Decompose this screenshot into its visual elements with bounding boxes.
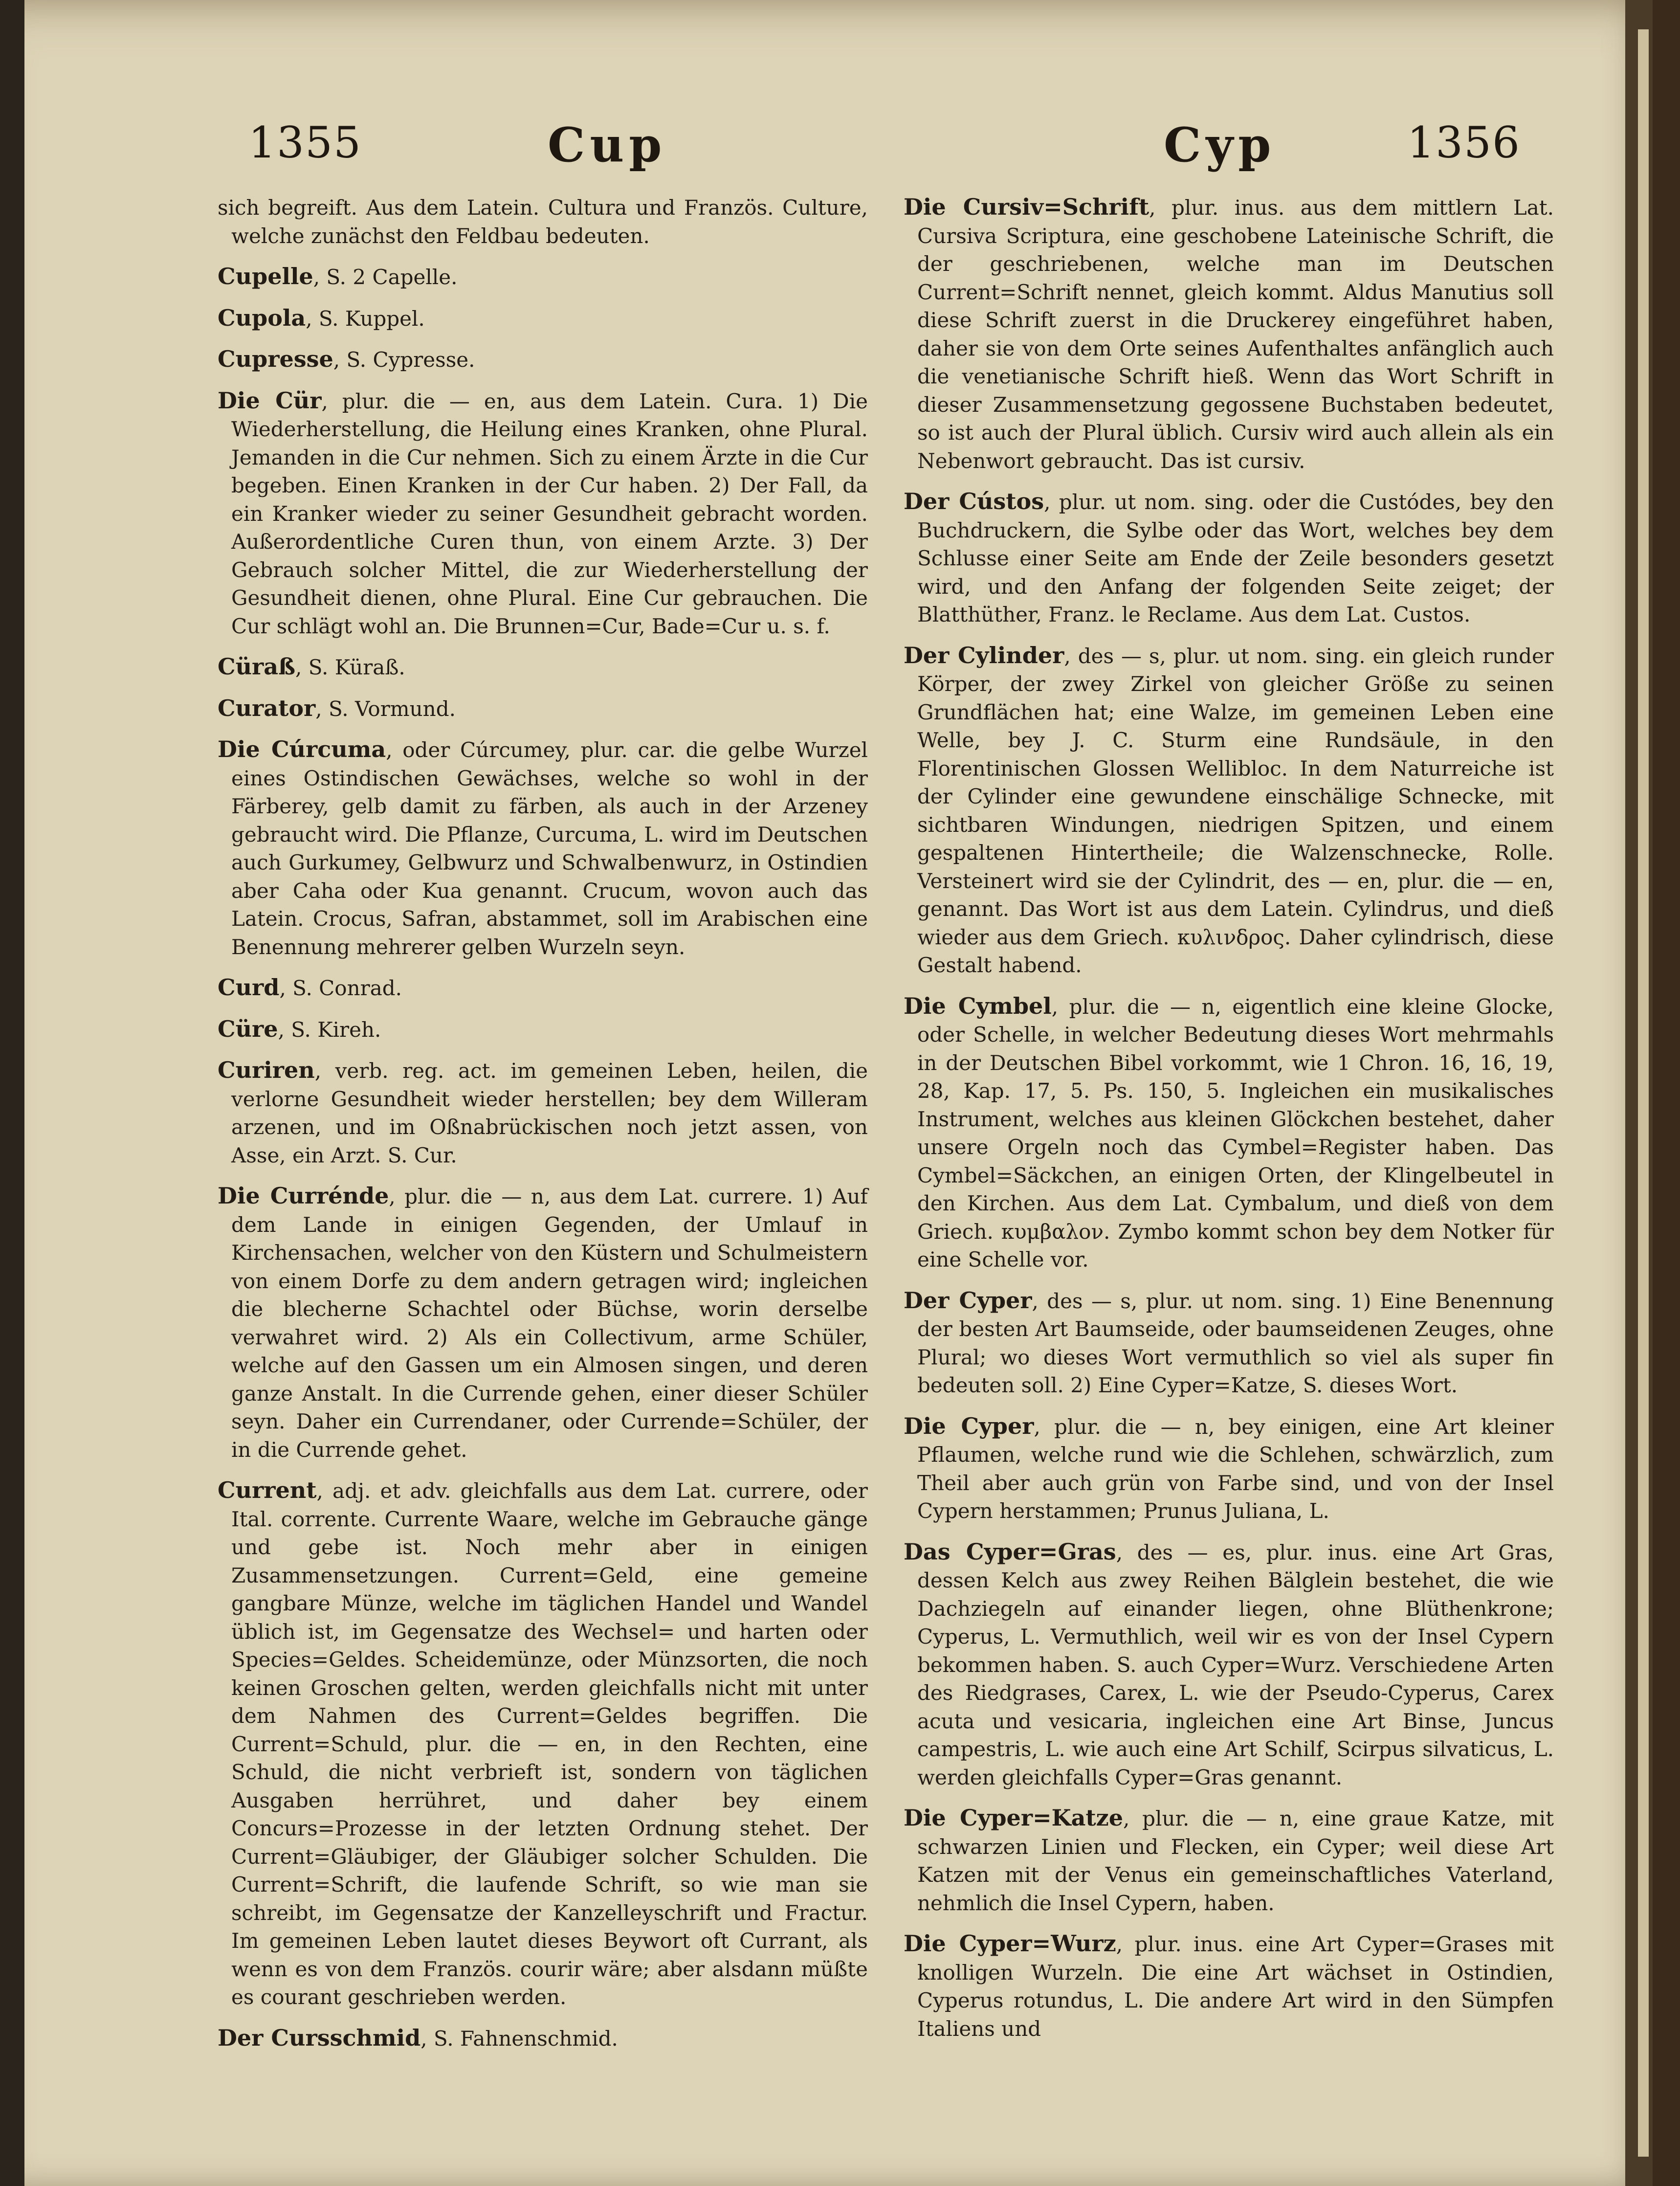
entry-text: , S. Fahnenschmid. xyxy=(420,2026,618,2051)
dictionary-entry xyxy=(218,653,868,682)
right-running-head: Cyp xyxy=(1164,117,1276,173)
entry-lemma: Curator xyxy=(218,694,316,721)
entry-lemma: Die Cursiv=Schrift xyxy=(904,194,1149,220)
entry-lemma: Die Cür xyxy=(218,387,322,414)
right-column xyxy=(904,193,1554,2055)
dictionary-entry xyxy=(218,1182,868,1464)
dictionary-entry xyxy=(904,992,1554,1274)
dictionary-entry xyxy=(904,488,1554,629)
dictionary-entry xyxy=(218,304,868,333)
dictionary-entry xyxy=(904,1538,1554,1792)
entry-text: , plur. inus. eine Art Cyper=Grases mit knolligen Wurzeln. Die eine Art wächset in Ostindien, Cyperus rotundus, L. Die andere Art wird in den Sümpfen Italiens und xyxy=(917,1932,1554,2041)
dictionary-entry xyxy=(218,387,868,641)
dictionary-entry xyxy=(218,193,868,250)
page-edge xyxy=(1625,0,1653,2186)
entry-lemma: Die Cyper=Wurz xyxy=(904,1930,1116,1957)
entry-text: , plur. die — n, eine graue Katze, mit schwarzen Linien und Flecken, ein Cyper; weil diese Art Katzen mit der Venus ein gemeinschaftliches Vaterland, nehmlich die Insel Cypern, haben. xyxy=(917,1807,1554,1915)
dictionary-entry xyxy=(904,1287,1554,1400)
entry-lemma: Curd xyxy=(218,974,280,1001)
entry-lemma: Cüraß xyxy=(218,653,296,680)
dictionary-entry xyxy=(218,736,868,961)
dictionary-entry xyxy=(904,193,1554,475)
entry-lemma: Curiren xyxy=(218,1057,315,1083)
next-page-edge xyxy=(1638,29,1649,2157)
entry-lemma: Die Cúrcuma xyxy=(218,736,386,762)
entry-lemma: Cupelle xyxy=(218,263,313,290)
entry-lemma: Die Cymbel xyxy=(904,992,1052,1019)
entry-text: , plur. ut nom. sing. oder die Custódes, bey den Buchdruckern, die Sylbe oder das Wort, welches bey dem Schlusse einer Seite am Ende der Zeile besonders gesetzt wird, und den Anfang der folgenden Seite zeiget; der Blatthüther, Franz. le Reclame. Aus dem Lat. Custos. xyxy=(917,490,1554,626)
right-page-number: 1356 xyxy=(1407,117,1521,168)
dictionary-entry xyxy=(904,642,1554,980)
entry-text: , plur. die — n, aus dem Lat. currere. 1) Auf dem Lande in einigen Gegenden, der Umlauf in Kirchensachen, welcher von den Küstern und Schulmeistern von einem Dorfe zu dem andern getragen wird; ingleichen die blecherne Schachtel oder Büchse, worin derselbe verwahret wird. 2) Als ein Collectivum, arme Schüler, welche auf den Gassen um ein Almosen singen, und deren ganze Anstalt. In die Currende gehen, einer dieser Schüler seyn. Daher ein Currendaner, oder Currende=Schüler, der in die Currende gehet. xyxy=(231,1184,868,1462)
entry-text: , S. Cypresse. xyxy=(333,348,475,372)
entry-text: , S. Vormund. xyxy=(315,696,456,721)
entry-text: , des — s, plur. ut nom. sing. 1) Eine Benennung der besten Art Baumseide, oder baumseidenen Zeuges, ohne Plural; wo dieses Wort vermuthlich so viel als super fin bedeuten soll. 2) Eine Cyper=Katze, S. dieses Wort. xyxy=(917,1289,1554,1397)
entry-text: , plur. die — en, aus dem Latein. Cura. 1) Die Wiederherstellung, die Heilung eines Kranken, ohne Plural. Jemanden in die Cur nehmen. Sich zu einem Ärzte in die Cur begeben. Einen Kranken in der Cur haben. 2) Der Fall, da ein Kranker wieder zu seiner Gesundheit gebracht worden. Außerordentliche Curen thun, von einem Arzte. 3) Der Gebrauch solcher Mittel, die zur Wiederherstellung der Gesundheit dienen, ohne Plural. Eine Cur gebrauchen. Die Cur schlägt wohl an. Die Brunnen=Cur, Bade=Cur u. s. f. xyxy=(231,389,868,638)
entry-lemma: Die Currénde xyxy=(218,1182,389,1209)
entry-lemma: Der Cyper xyxy=(904,1287,1032,1314)
entry-lemma: Cüre xyxy=(218,1015,278,1042)
left-page-number: 1355 xyxy=(248,117,362,168)
dictionary-entry xyxy=(218,263,868,291)
entry-text: , S. Kuppel. xyxy=(306,306,425,331)
entry-lemma: Das Cyper=Gras xyxy=(904,1538,1116,1565)
entry-text: sich begreift. Aus dem Latein. Cultura und Französ. Culture, welche zunächst den Feldbau bedeuten. xyxy=(218,196,868,248)
dictionary-entry xyxy=(218,694,868,723)
dictionary-entry xyxy=(904,1412,1554,1525)
dictionary-entry xyxy=(218,2024,868,2053)
entry-text: , adj. et adv. gleichfalls aus dem Lat. currere, oder Ital. corrente. Currente Waare, welche im Gebrauche gänge und gebe ist. Noch mehr aber in einigen Zusammensetzungen. Current=Geld, eine gemeine gangbare Münze, welche im täglichen Handel und Wandel üblich ist, im Gegensatze des Wechsel= und harten oder Species=Geldes. Scheidemünze, oder Münzsorten, die noch keinen Groschen gelten, werden gleichfalls nicht mit unter dem Nahmen des Current=Geldes begriffen. Die Current=Schuld, plur. die — en, in den Rechten, eine Schuld, die nicht verbrieft ist, sondern von täglichen Ausgaben herrühret, und daher bey einem Concurs=Prozesse in der letzten Ordnung stehet. Der Current=Gläubiger, der Gläubiger solcher Schulden. Die Current=Schrift, die laufende Schrift, so wie man sie schreibt, im Gegensatze der Kanzelleyschrift und Fractur. Im gemeinen Leben lautet dieses Beywort oft Currant, als wenn es von dem Französ. courir wäre; aber alsdann müßte es courant geschrieben werden. xyxy=(231,1479,868,2009)
entry-text: , plur. inus. aus dem mittlern Lat. Cursiva Scriptura, eine geschobene Lateinische Schrift, die der geschriebenen, welche man im Deutschen Current=Schrift nennet, gleich kommt. Aldus Manutius soll diese Schrift zuerst in die Druckerey eingeführet haben, daher sie von dem Orte seines Aufenthaltes anfänglich auch die venetianische Schrift hieß. Wenn das Wort Schrift in dieser Zusammensetzung gegossene Buchstaben bedeutet, so ist auch der Plural üblich. Cursiv wird auch allein als ein Nebenwort gebraucht. Das ist cursiv. xyxy=(917,196,1554,473)
entry-text: , oder Cúrcumey, plur. car. die gelbe Wurzel eines Ostindischen Gewächses, welche so wohl in der Färberey, gelb damit zu färben, als auch in der Arzeney gebraucht wird. Die Pflanze, Curcuma, L. wird im Deutschen auch Gurkumey, Gelbwurz und Schwalbenwurz, in Ostindien aber Caha oder Kua genannt. Crucum, wovon auch das Latein. Crocus, Safran, abstammet, soll im Arabischen eine Benennung mehrerer gelben Wurzeln seyn. xyxy=(231,738,868,959)
page-header xyxy=(235,117,1521,186)
left-column xyxy=(218,193,868,2065)
left-running-head: Cup xyxy=(548,117,667,173)
dictionary-entry xyxy=(218,974,868,1003)
entry-lemma: Der Cústos xyxy=(904,488,1044,514)
entry-lemma: Cupola xyxy=(218,304,306,331)
dictionary-entry xyxy=(904,1804,1554,1917)
entry-text: , plur. die — n, eigentlich eine kleine Glocke, oder Schelle, in welcher Bedeutung dieses Wort mehrmahls in der Deutschen Bibel vorkommt, wie 1 Chron. 16, 16, 19, 28, Kap. 17, 5. Ps. 150, 5. Ingleichen ein musikalisches Instrument, welches aus kleinen Glöckchen bestehet, daher unsere Orgeln noch das Cymbel=Register haben. Das Cymbel=Säckchen, an einigen Orten, der Klingelbeutel in den Kirchen. Aus dem Lat. Cymbalum, und dieß von dem Griech. κυμβαλον. Zymbo kommt schon bey dem Notker für eine Schelle vor. xyxy=(917,994,1554,1271)
entry-lemma: Der Cursschmid xyxy=(218,2024,421,2051)
entry-text: , S. Küraß. xyxy=(295,655,405,679)
entry-text: , S. 2 Capelle. xyxy=(313,265,458,289)
entry-lemma: Cupresse xyxy=(218,346,333,372)
entry-lemma: Die Cyper=Katze xyxy=(904,1805,1124,1831)
dictionary-entry xyxy=(904,1930,1554,2043)
book-binding xyxy=(0,0,24,2186)
entry-text: , des — es, plur. inus. eine Art Gras, dessen Kelch aus zwey Reihen Bälglein bestehet, die wie Dachziegeln auf einander liegen, ohne Blüthenkrone; Cyperus, L. Vermuthlich, weil wir es von der Insel Cypern bekommen haben. S. auch Cyper=Wurz. Verschiedene Arten des Riedgrases, Carex, L. wie der Pseudo-Cyperus, Carex acuta und vesicaria, ingleichen eine Art Binse, Juncus campestris, L. wie auch eine Art Schilf, Scirpus silvaticus, L. werden gleichfalls Cyper=Gras genannt. xyxy=(917,1540,1554,1789)
dictionary-entry xyxy=(218,1015,868,1044)
dictionary-entry xyxy=(218,1056,868,1169)
entry-text: , des — s, plur. ut nom. sing. ein gleich runder Körper, der zwey Zirkel von gleicher Größe zu seinen Grundflächen hat; eine Walze, im gemeinen Leben eine Welle, bey J. C. Sturm eine Rundsäule, in den Florentinischen Glossen Wellibloc. In dem Naturreiche ist der Cylinder eine gewundene einschälige Schnecke, mit sichtbaren Windungen, niedrigen Spitzen, und einem gespaltenen Hintertheile; die Walzenschnecke, Rolle. Versteinert wird sie der Cylindrit, des — en, plur. die — en, genannt. Das Wort ist aus dem Latein. Cylindrus, und dieß wieder aus dem Griech. κυλινδρος. Daher cylindrisch, diese Gestalt habend. xyxy=(917,644,1554,977)
entry-lemma: Current xyxy=(218,1477,317,1503)
entry-lemma: Der Cylinder xyxy=(904,642,1064,669)
dictionary-entry xyxy=(218,345,868,374)
dictionary-entry xyxy=(218,1476,868,2011)
entry-lemma: Die Cyper xyxy=(904,1412,1034,1439)
entry-text: , plur. die — n, bey einigen, eine Art kleiner Pflaumen, welche rund wie die Schlehen, schwärzlich, zum Theil aber auch grün von Farbe sind, und von der Insel Cypern herstammen; Prunus Juliana, L. xyxy=(917,1414,1554,1523)
entry-text: , verb. reg. act. im gemeinen Leben, heilen, die verlorne Gesundheit wieder herstellen; bey dem Willeram arzenen, und im Oßnabrückischen noch jetzt assen, von Asse, ein Arzt. S. Cur. xyxy=(231,1059,868,1167)
entry-text: , S. Kireh. xyxy=(278,1017,381,1042)
entry-text: , S. Conrad. xyxy=(279,976,402,1000)
